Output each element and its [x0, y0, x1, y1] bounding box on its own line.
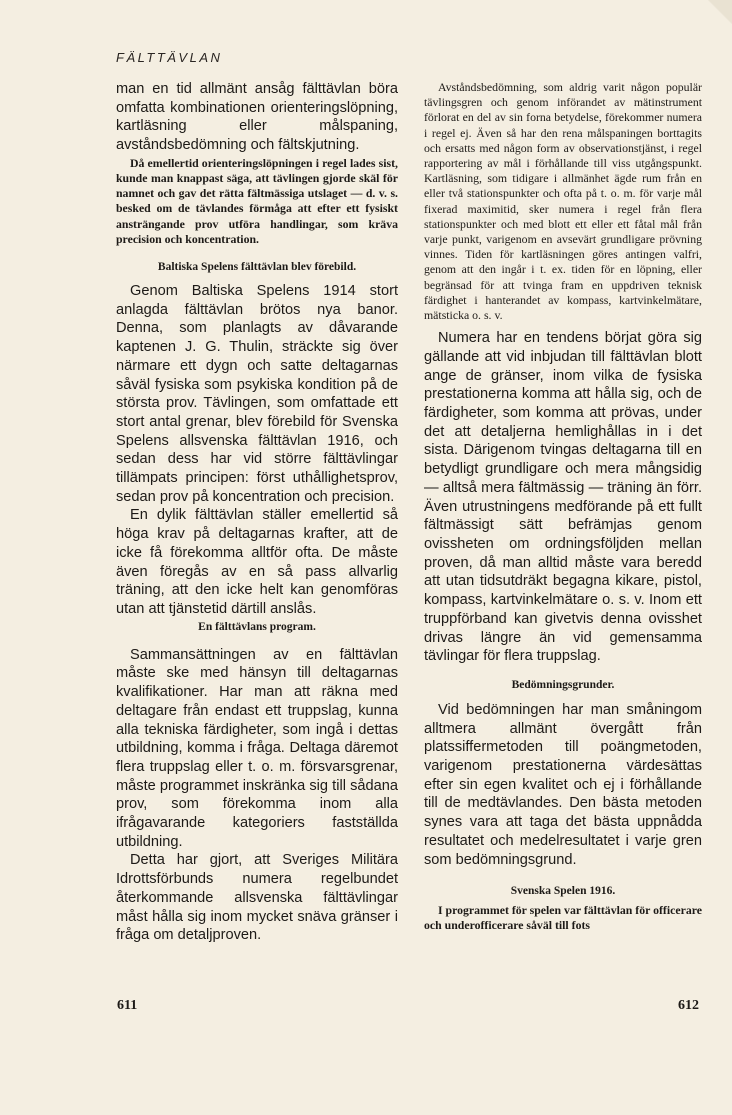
page-number-right: 612: [678, 998, 699, 1013]
heading-1916: Svenska Spelen 1916.: [510, 885, 616, 898]
baltic-paragraph-1: Genom Baltiska Spelens 1914 stort anlagda fälttävlan brötos nya banor. Denna, som planlagts av dåvarande kaptenen J. G. Thulin, sträckte sig över närmare ett dygn och satte deltagarnas såväl fysiska som psykiska kondition på de största prov. Tävlingen, som omfattade ett stort antal grenar, blev förebild för Svenska Spelens allsvenska fälttävlan 1916, och sedan dess har vid större fälttävlingar tillämpats principen: först uthållighetsprov, sedan prov på koncentration och precision.: [116, 283, 398, 505]
page-corner: [708, 0, 732, 24]
baltic-paragraph-2: En dylik fälttävlan ställer emellertid så höga krav på deltagarnas krafter, att de icke få förekomma alltför ofta. De måste även föregås av en så pass allvarlig träning, att den icke helt kan genomföras utan att tjänstetid därtill anslås.: [116, 507, 398, 617]
heading-grounds: Bedömningsgrunder.: [511, 678, 615, 691]
right-column: [424, 80, 702, 934]
heading-program: En fälttävlans program.: [198, 620, 316, 633]
final-paragraph: I programmet för spelen var fälttävlan för officerare och underofficerare såväl till fots: [424, 903, 702, 933]
intro-paragraph: man en tid allmänt ansåg fälttävlan böra omfatta kombinationen orienteringslöpning, kartläsning eller målspaning, avståndsbedömning och fältskjutning.: [116, 81, 398, 154]
program-paragraph-2: Detta har gjort, att Sveriges Militära Idrottsförbunds numera regelbundet återkommande allsvenska fälttävlingar måst hålla sig inom mycket snäva gränser i fråga om detaljproven.: [116, 852, 398, 944]
measurement-paragraph: Avståndsbedömning, som aldrig varit någon populär tävlingsgren och genom införandet av mätinstrument förlorat en del av sin forna betydelse, förekommer numera i regel ej. Även så har den rena målspaningen borttagits och ersatts med någon form av observationstjänst, i regel rapportering av mål i förhållande till viss utgångspunkt. Kartläsning, som tidigare i allmänhet ägde rum från en eller två stationspunkter och ofta på t. o. m. för varje mål fixerad maximitid, sker numera i regel från flera stationspunkter och med blott ett eller ett fåtal mål från varje punkt, varigenom en avsevärt grundligare prövning vinnes. Tiden för kartläsningen göres antingen valfri, genom att den ingår i t. ex. tiden för en löpning, eller begränsad för att tvinga fram en uppdriven teknisk färdighet i hanterandet av kompass, kartvinkelmätare, mätsticka o. s. v.: [424, 80, 702, 323]
program-paragraph-1: Sammansättningen av en fälttävlan måste ske med hänsyn till deltagarnas kvalifikationer. Har man att räkna med deltagare från endast ett truppslag, kunna alla tekniska färdigheter, som ingå i dettas utbildning, komma i fråga. Deltaga däremot flera truppslag eller t. o. m. försvarsgrenar, måste programmet inskränka sig till sådana prov, som förekomma inom alla ifrågavarande kategoriers fastställda utbildning.: [116, 646, 398, 850]
intro-small-paragraph: Då emellertid orienteringslöpningen i regel lades sist, kunde man knappast säga, att tävlingen gjorde skäl för namnet och gav det rätta fältmässiga utslaget — d. v. s. besked om de tävlandes förmåga att efter ett fysiskt ansträngande prov utföra handlingar, som kräva precision och koncentration.: [116, 155, 398, 246]
left-column: [116, 80, 398, 945]
tendency-paragraph: Numera har en tendens börjat göra sig gällande att vid inbjudan till fälttävlan blott ange de gränser, inom vilka de fysiska prestationerna komma att hålla sig, och de färdigheter, som komma att prövas, under det att detaljerna hemlighållas in i det sista. Därigenom tvingas deltagarna till en betydligt grundligare och mera mångsidig — alltså mera fältmässig — träning än förr. Även utrustningens medförande på ett fullt fältmässigt sätt befrämjas genom ovissheten om ordningsföljden mellan proven, då man alltid måste vara beredd att utan tidsutdräkt begagna kikare, pistol, kompass, kartvinkelmätare o. s. v. Inom ett truppförband kan givetvis denna ovisshet drivas längre än vid gemensamma tävlingar för flera truppslag.: [424, 330, 702, 665]
running-head: FÄLTTÄVLAN: [116, 50, 223, 65]
heading-baltic: Baltiska Spelens fälttävlan blev förebild.: [157, 261, 357, 274]
grounds-paragraph: Vid bedömningen har man småningom alltmera allmänt övergått från platssiffermetoden till poängmetoden, varigenom prestationerna värdesättas efter sin egen kvalitet och ej i förhållande till de medtävlandes. Den bästa metoden synes vara att taga det bästa uppnådda resultatet och medelresultatet i varje gren som bedömningsgrund.: [424, 701, 702, 868]
page-number-left: 611: [117, 998, 138, 1013]
